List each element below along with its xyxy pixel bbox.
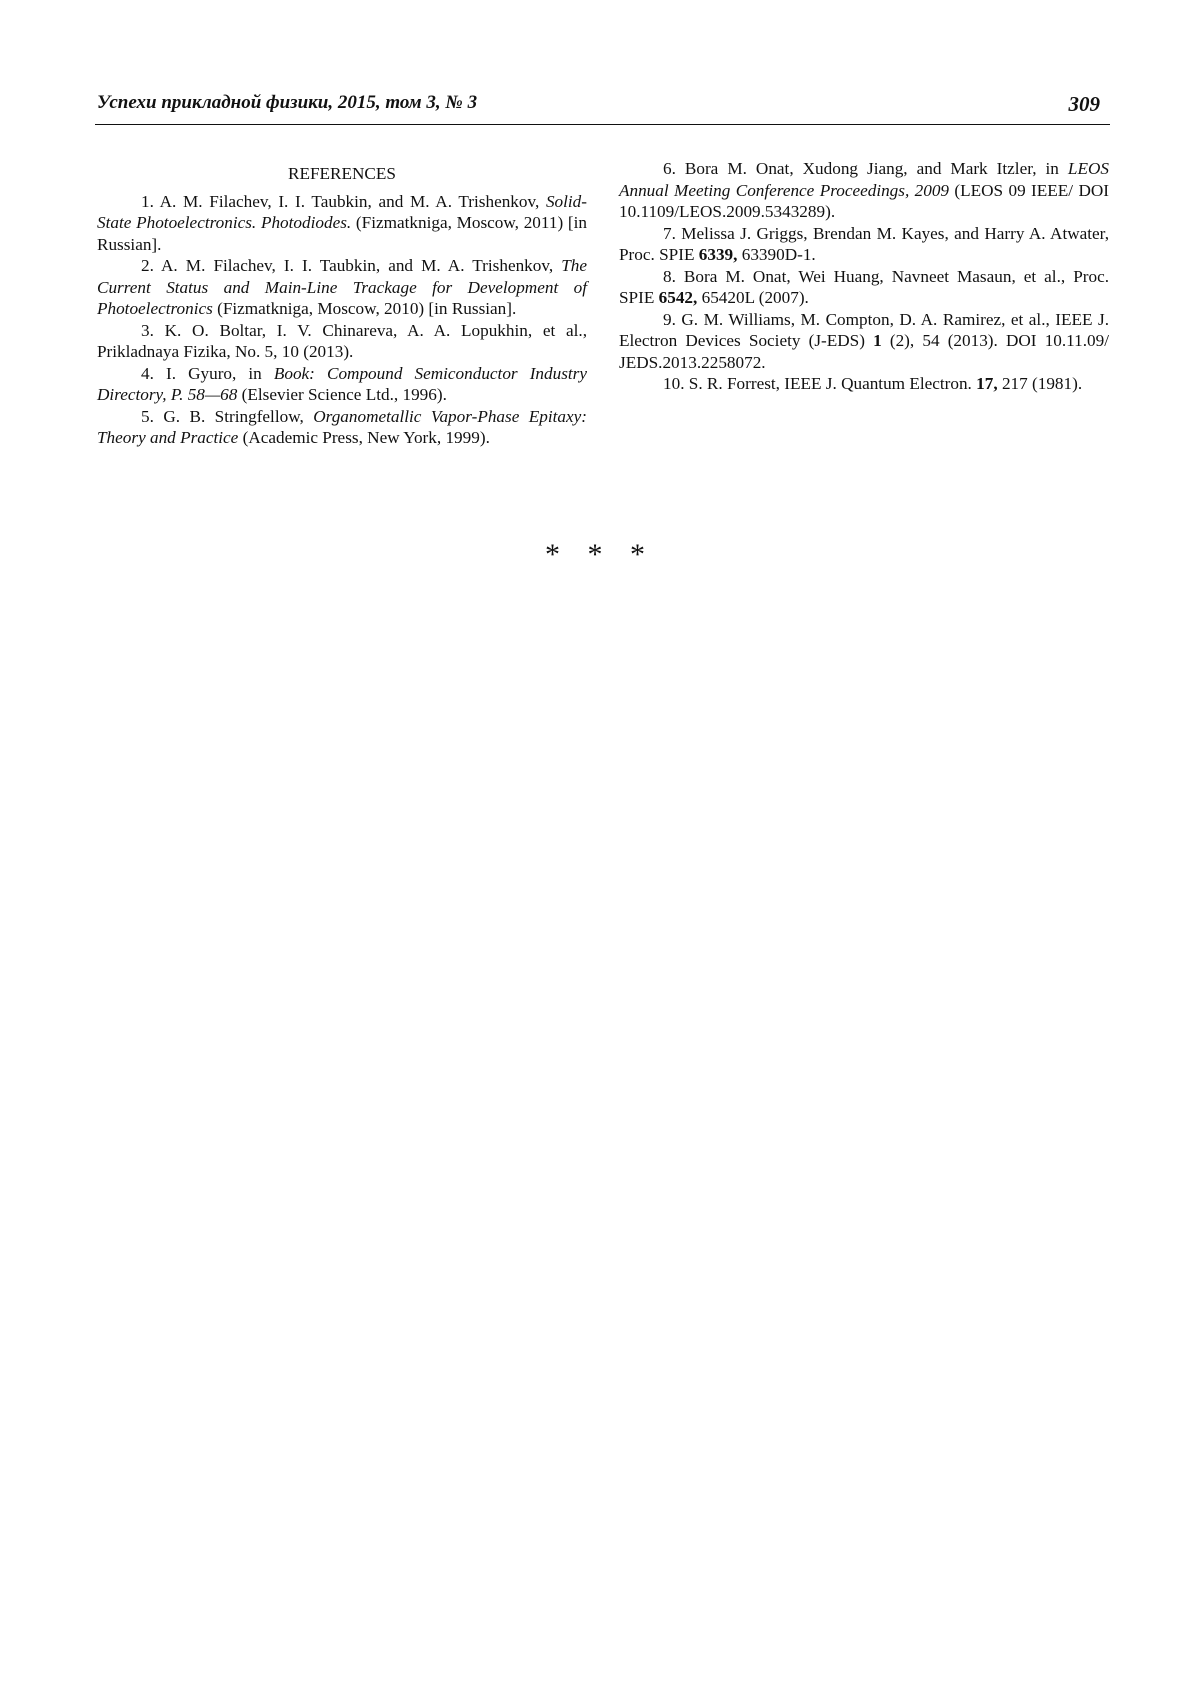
reference-text: (Fizmatkniga, Moscow, 2011) [in Russian]. — [97, 213, 587, 254]
reference-item — [619, 309, 1109, 374]
reference-text: (Elsevier Science Ltd., 1996). — [237, 385, 447, 404]
reference-text: 8. Bora M. Onat, Wei Huang, Navneet Masaun, et al., Proc. SPIE — [619, 266, 1109, 307]
reference-title-italic: LEOS Annual Meeting Conference Proceedings, 2009 — [619, 159, 1109, 200]
reference-text: 5. G. B. Stringfellow, — [141, 406, 314, 426]
references-heading: REFERENCES — [288, 164, 396, 183]
reference-text: 9. G. M. Williams, M. Compton, D. A. Ramirez, et al., IEEE J. Electron Devices Society (J-EDS) — [619, 309, 1109, 350]
reference-text: (Fizmatkniga, Moscow, 2010) [in Russian]. — [212, 299, 517, 318]
running-header — [95, 92, 1110, 125]
reference-text: 63390D-1. — [737, 245, 816, 264]
reference-title-italic: The Current Status and Main-Line Trackage for Development of Photoelectronics — [97, 256, 587, 318]
reference-title-italic: Organometallic Vapor-Phase Epitaxy: Theory and Practice — [97, 406, 587, 447]
reference-text: 65420L (2007). — [697, 288, 809, 307]
reference-item — [97, 191, 587, 256]
reference-volume-bold: 6339, — [698, 245, 738, 264]
section-separator: * * * — [545, 538, 655, 571]
reference-item — [97, 363, 587, 406]
reference-list-right — [619, 158, 1109, 395]
reference-item — [97, 255, 587, 320]
reference-item — [97, 320, 587, 363]
reference-text: 3. K. O. Boltar, I. V. Chinareva, A. A. Lopukhin, et al., Prikladnaya Fizika, No. 5, 10 (2013). — [97, 320, 587, 361]
reference-item — [619, 373, 1109, 395]
reference-text: 6. Bora M. Onat, Xudong Jiang, and Mark Itzler, in — [663, 159, 1068, 178]
reference-volume-bold: 6542, — [658, 288, 698, 307]
reference-volume-bold: 17, — [976, 374, 998, 393]
reference-text: 10. S. R. Forrest, IEEE J. Quantum Electron. — [663, 374, 977, 393]
journal-title: Успехи прикладной физики, 2015, том 3, № 3 — [97, 92, 478, 113]
references-column-right — [619, 158, 1109, 395]
reference-item — [619, 158, 1109, 223]
reference-volume-bold: 1 — [873, 331, 882, 350]
reference-text: 7. Melissa J. Griggs, Brendan M. Kayes, and Harry A. Atwater, Proc. SPIE — [619, 223, 1109, 264]
reference-item — [619, 266, 1109, 309]
references-column-left — [97, 158, 587, 449]
reference-list-left — [97, 191, 587, 449]
reference-text: (2), 54 (2013). DOI 10.11.09/ JEDS.2013.2258072. — [619, 331, 1109, 372]
reference-title-italic: Solid-State Photoelectronics. Photodiodes. — [97, 191, 587, 232]
page-number: 309 — [1068, 92, 1100, 116]
reference-item — [97, 406, 587, 449]
reference-text: 4. I. Gyuro, in — [141, 363, 274, 383]
reference-text: (LEOS 09 IEEE/ DOI 10.1109/LEOS.2009.5343289). — [619, 180, 1109, 221]
reference-text: 217 (1981). — [997, 374, 1083, 393]
reference-text: (Academic Press, New York, 1999). — [238, 428, 490, 447]
reference-title-italic: Book: Compound Semiconductor Industry Directory, P. 58—68 — [97, 363, 587, 404]
reference-item — [619, 223, 1109, 266]
reference-text: 1. A. M. Filachev, I. I. Taubkin, and M. A. Trishenkov, — [141, 191, 546, 211]
reference-text: 2. A. M. Filachev, I. I. Taubkin, and M. A. Trishenkov, — [141, 256, 562, 275]
